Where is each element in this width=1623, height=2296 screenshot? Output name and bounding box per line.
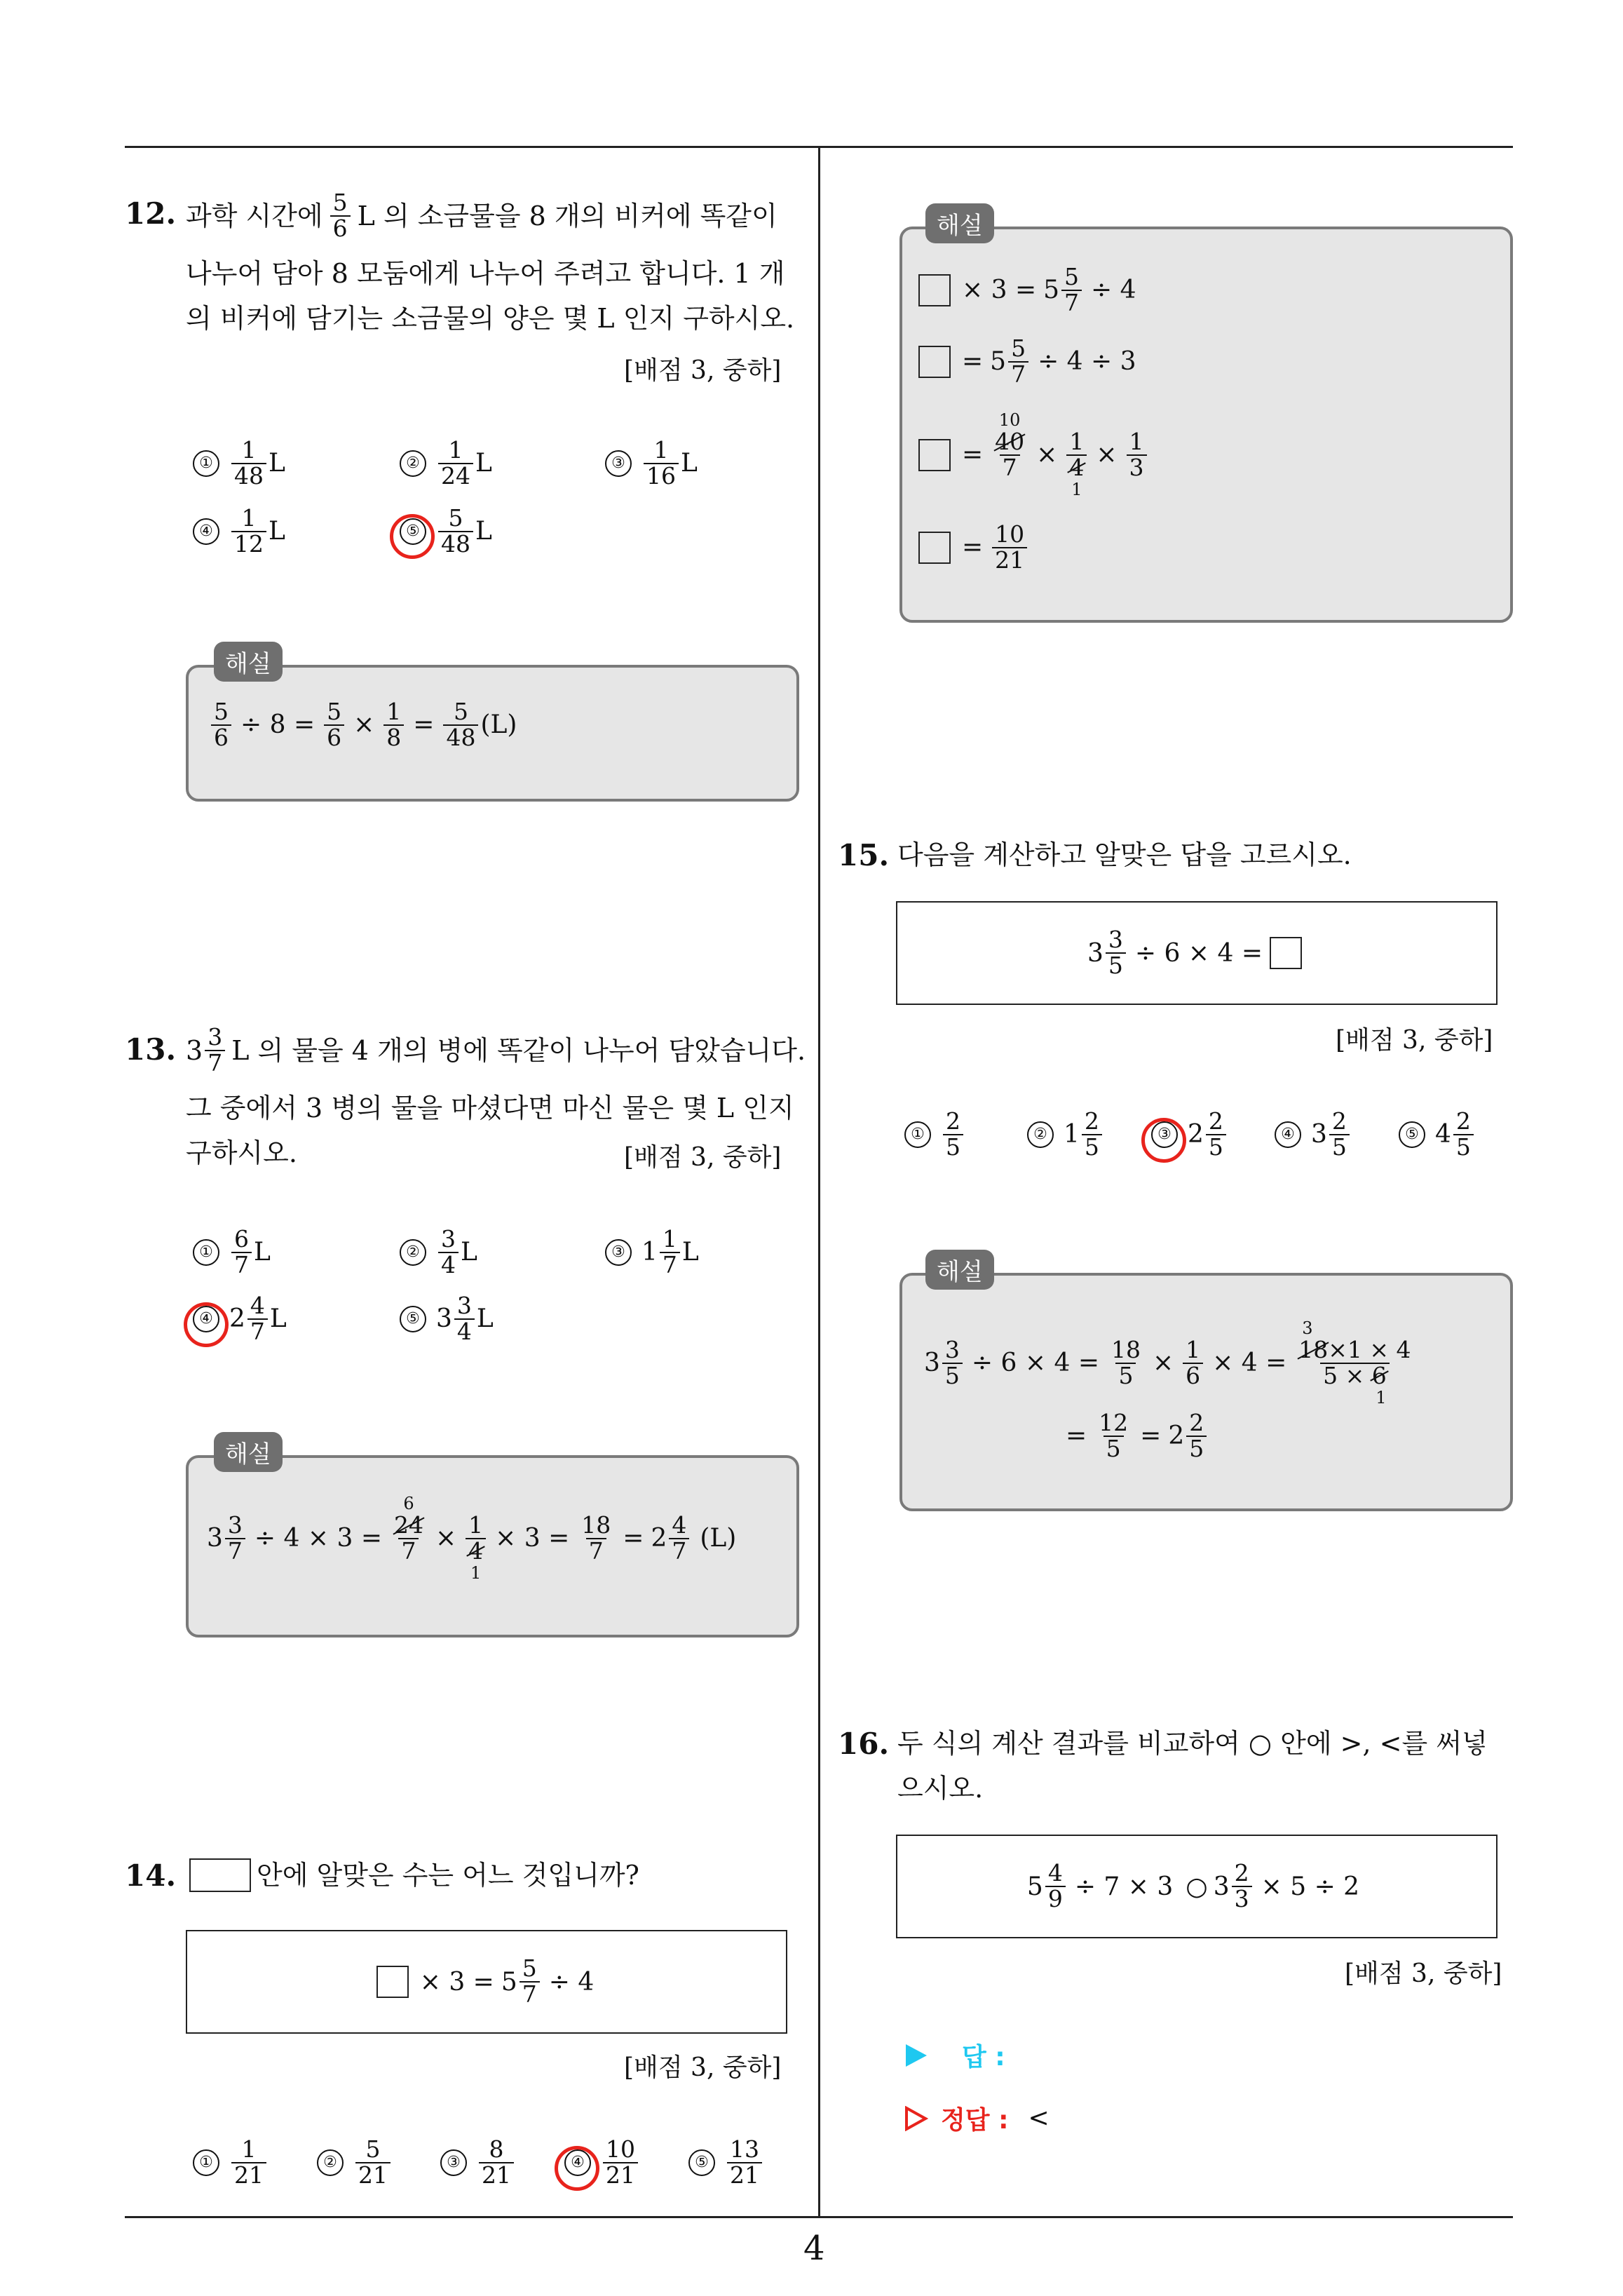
q12-line1 <box>186 191 777 241</box>
q12-score: [배점 3, 중하] <box>624 356 782 385</box>
q14-line <box>184 1853 639 1898</box>
q12-selected-mark <box>390 514 435 559</box>
page-number: 4 <box>803 2229 825 2268</box>
q13-option-1[interactable]: ① $\frac{6}{7}$ L <box>193 1227 271 1277</box>
q16-problem-box: 5 $\frac{4}{9}$ ÷ 7 × 3 ○ 3 $\frac{2}{3}$ × 5 ÷ 2 <box>896 1835 1498 1938</box>
q15-score: [배점 3, 중하] <box>1336 1026 1493 1055</box>
q16-line1: 두 식의 계산 결과를 비교하여 ○ 안에 >, <를 써넣 <box>897 1728 1488 1759</box>
q16-correct-value: < <box>1028 2104 1050 2133</box>
q13-score: [배점 3, 중하] <box>624 1143 782 1172</box>
q16-score: [배점 3, 중하] <box>1345 1959 1502 1988</box>
q13-number: 13. <box>125 1032 177 1067</box>
q12-amount: $\frac{5}{6}$ <box>330 191 351 241</box>
q16-correct-label: 정답 : <box>941 2106 1009 2135</box>
bottom-rule <box>125 2216 1513 2218</box>
column-divider <box>818 146 820 2218</box>
q15-number: 15. <box>838 838 890 872</box>
q16-correct-row <box>904 2100 1050 2136</box>
q12-option-2[interactable]: ② $\frac{1}{24}$ L <box>400 438 492 488</box>
q14-blank-box <box>189 1858 251 1892</box>
q12-line1-pre: 과학 시간에 <box>186 200 323 231</box>
q14-score: [배점 3, 중하] <box>624 2053 782 2082</box>
q15-solution-line2: = $\frac{12}{5}$ = 2 $\frac{2}{5}$ <box>1059 1411 1209 1461</box>
q13-option-4[interactable]: ④ 2 $\frac{4}{7}$ L <box>193 1294 287 1344</box>
q16-compare-circle[interactable]: ○ <box>1186 1872 1208 1901</box>
q15-option-5[interactable]: ⑤ 4 $\frac{2}{5}$ <box>1399 1109 1476 1159</box>
q15-solution-tag: 해설 <box>925 1250 994 1290</box>
q14-selected-mark <box>555 2146 599 2191</box>
q16-answer-row <box>904 2037 1005 2073</box>
q14-option-4[interactable]: ④ $\frac{10}{21}$ <box>564 2138 640 2187</box>
play-arrow-icon <box>904 2043 928 2068</box>
q13-option-3[interactable]: ③ 1 $\frac{1}{7}$ L <box>605 1227 699 1277</box>
q14-option-2[interactable]: ② $\frac{5}{21}$ <box>317 2138 393 2187</box>
q16-line2: 으시오. <box>897 1773 984 1804</box>
q14-option-5[interactable]: ⑤ $\frac{13}{21}$ <box>688 2138 764 2187</box>
q13-line3: 구하시오. <box>186 1137 297 1168</box>
q16-number: 16. <box>838 1727 890 1761</box>
q15-problem-box: 3 $\frac{3}{5}$ ÷ 6 × 4 = <box>896 901 1498 1005</box>
q12-option-4[interactable]: ④ $\frac{1}{12}$ L <box>193 506 285 556</box>
q12-line2: 나누어 담아 8 모둠에게 나누어 주려고 합니다. 1 개 <box>186 258 785 289</box>
q14-number: 14. <box>125 1858 177 1893</box>
q14-solution-line2: = 5 $\frac{5}{7}$ ÷ 4 ÷ 3 <box>918 337 1143 386</box>
q15-option-3[interactable]: ③ 2 $\frac{2}{5}$ <box>1151 1109 1228 1159</box>
q13-line1-post: L 의 물을 4 개의 병에 똑같이 나누어 담았습니다. <box>231 1034 806 1066</box>
q15-option-4[interactable]: ④ 3 $\frac{2}{5}$ <box>1275 1109 1352 1159</box>
q13-option-2[interactable]: ② $\frac{3}{4}$ L <box>400 1227 477 1277</box>
q14-problem-box: × 3 = 5 $\frac{5}{7}$ ÷ 4 <box>186 1930 787 2034</box>
q15-solution-line1: 3 $\frac{3}{5}$ ÷ 6 × 4 = $\frac{18}{5}$ × $\frac{1}{6}$ × 4 = 3 $\frac{18\times 1 \times 4}{5 \times 6}$ 1 <box>924 1318 1411 1408</box>
q14-text: 안에 알맞은 수는 어느 것입니까? <box>257 1860 639 1891</box>
q12-option-5[interactable]: ⑤ $\frac{5}{48}$ L <box>400 506 492 556</box>
q14-solution-line1: × 3 = 5 $\frac{5}{7}$ ÷ 4 <box>918 265 1143 315</box>
q13-solution: 3 $\frac{3}{7}$ ÷ 4 × 3 = 6 $\frac{24}{7}$ × $\frac{1}{4}$ 1 × 3 = $\frac{18}{7}$ = 2 $\frac{4}{7}$ (L) <box>207 1494 737 1583</box>
q12-option-3[interactable]: ③ $\frac{1}{16}$ L <box>605 438 698 488</box>
q12-solution: $\frac{5}{6}$ ÷ 8 = $\frac{5}{6}$ × $\frac{1}{8}$ = $\frac{5}{48}$ (L) <box>209 700 517 750</box>
q12-line1-post: L 의 소금물을 8 개의 비커에 똑같이 <box>357 200 777 231</box>
q13-amount: 3 $\frac{3}{7}$ <box>186 1025 227 1075</box>
q15-text: 다음을 계산하고 알맞은 답을 고르시오. <box>897 839 1352 870</box>
q13-option-5[interactable]: ⑤ 3 $\frac{3}{4}$ L <box>400 1294 494 1344</box>
outline-arrow-icon <box>904 2106 928 2131</box>
q14-solution-line4: = $\frac{10}{21}$ <box>918 522 1029 572</box>
q15-option-1[interactable]: ① $\frac{2}{5}$ <box>904 1109 965 1159</box>
q13-selected-mark <box>184 1302 229 1347</box>
q12-option-1[interactable]: ① $\frac{1}{48}$ L <box>193 438 285 488</box>
q13-line1 <box>186 1025 806 1075</box>
q13-line2: 그 중에서 3 병의 물을 마셨다면 마신 물은 몇 L 인지 <box>186 1093 794 1123</box>
q12-solution-tag: 해설 <box>214 642 283 682</box>
q14-solution-line3: = 10 $\frac{40}{7}$ × $\frac{1}{4}$ 1 × $\frac{1}{3}$ <box>918 410 1149 499</box>
q14-option-1[interactable]: ① $\frac{1}{21}$ <box>193 2138 269 2187</box>
q15-problem-blank <box>1270 937 1302 969</box>
q13-solution-tag: 해설 <box>214 1432 283 1472</box>
q14-solution-tag: 해설 <box>925 203 994 243</box>
q14-problem-blank <box>376 1966 409 1998</box>
q16-answer-label: 답 : <box>962 2043 1005 2072</box>
q12-line3: 의 비커에 담기는 소금물의 양은 몇 L 인지 구하시오. <box>186 303 795 334</box>
q14-option-3[interactable]: ③ $\frac{8}{21}$ <box>440 2138 516 2187</box>
q15-option-2[interactable]: ② 1 $\frac{2}{5}$ <box>1027 1109 1104 1159</box>
q15-selected-mark <box>1141 1118 1186 1163</box>
q12-number: 12. <box>125 196 177 231</box>
